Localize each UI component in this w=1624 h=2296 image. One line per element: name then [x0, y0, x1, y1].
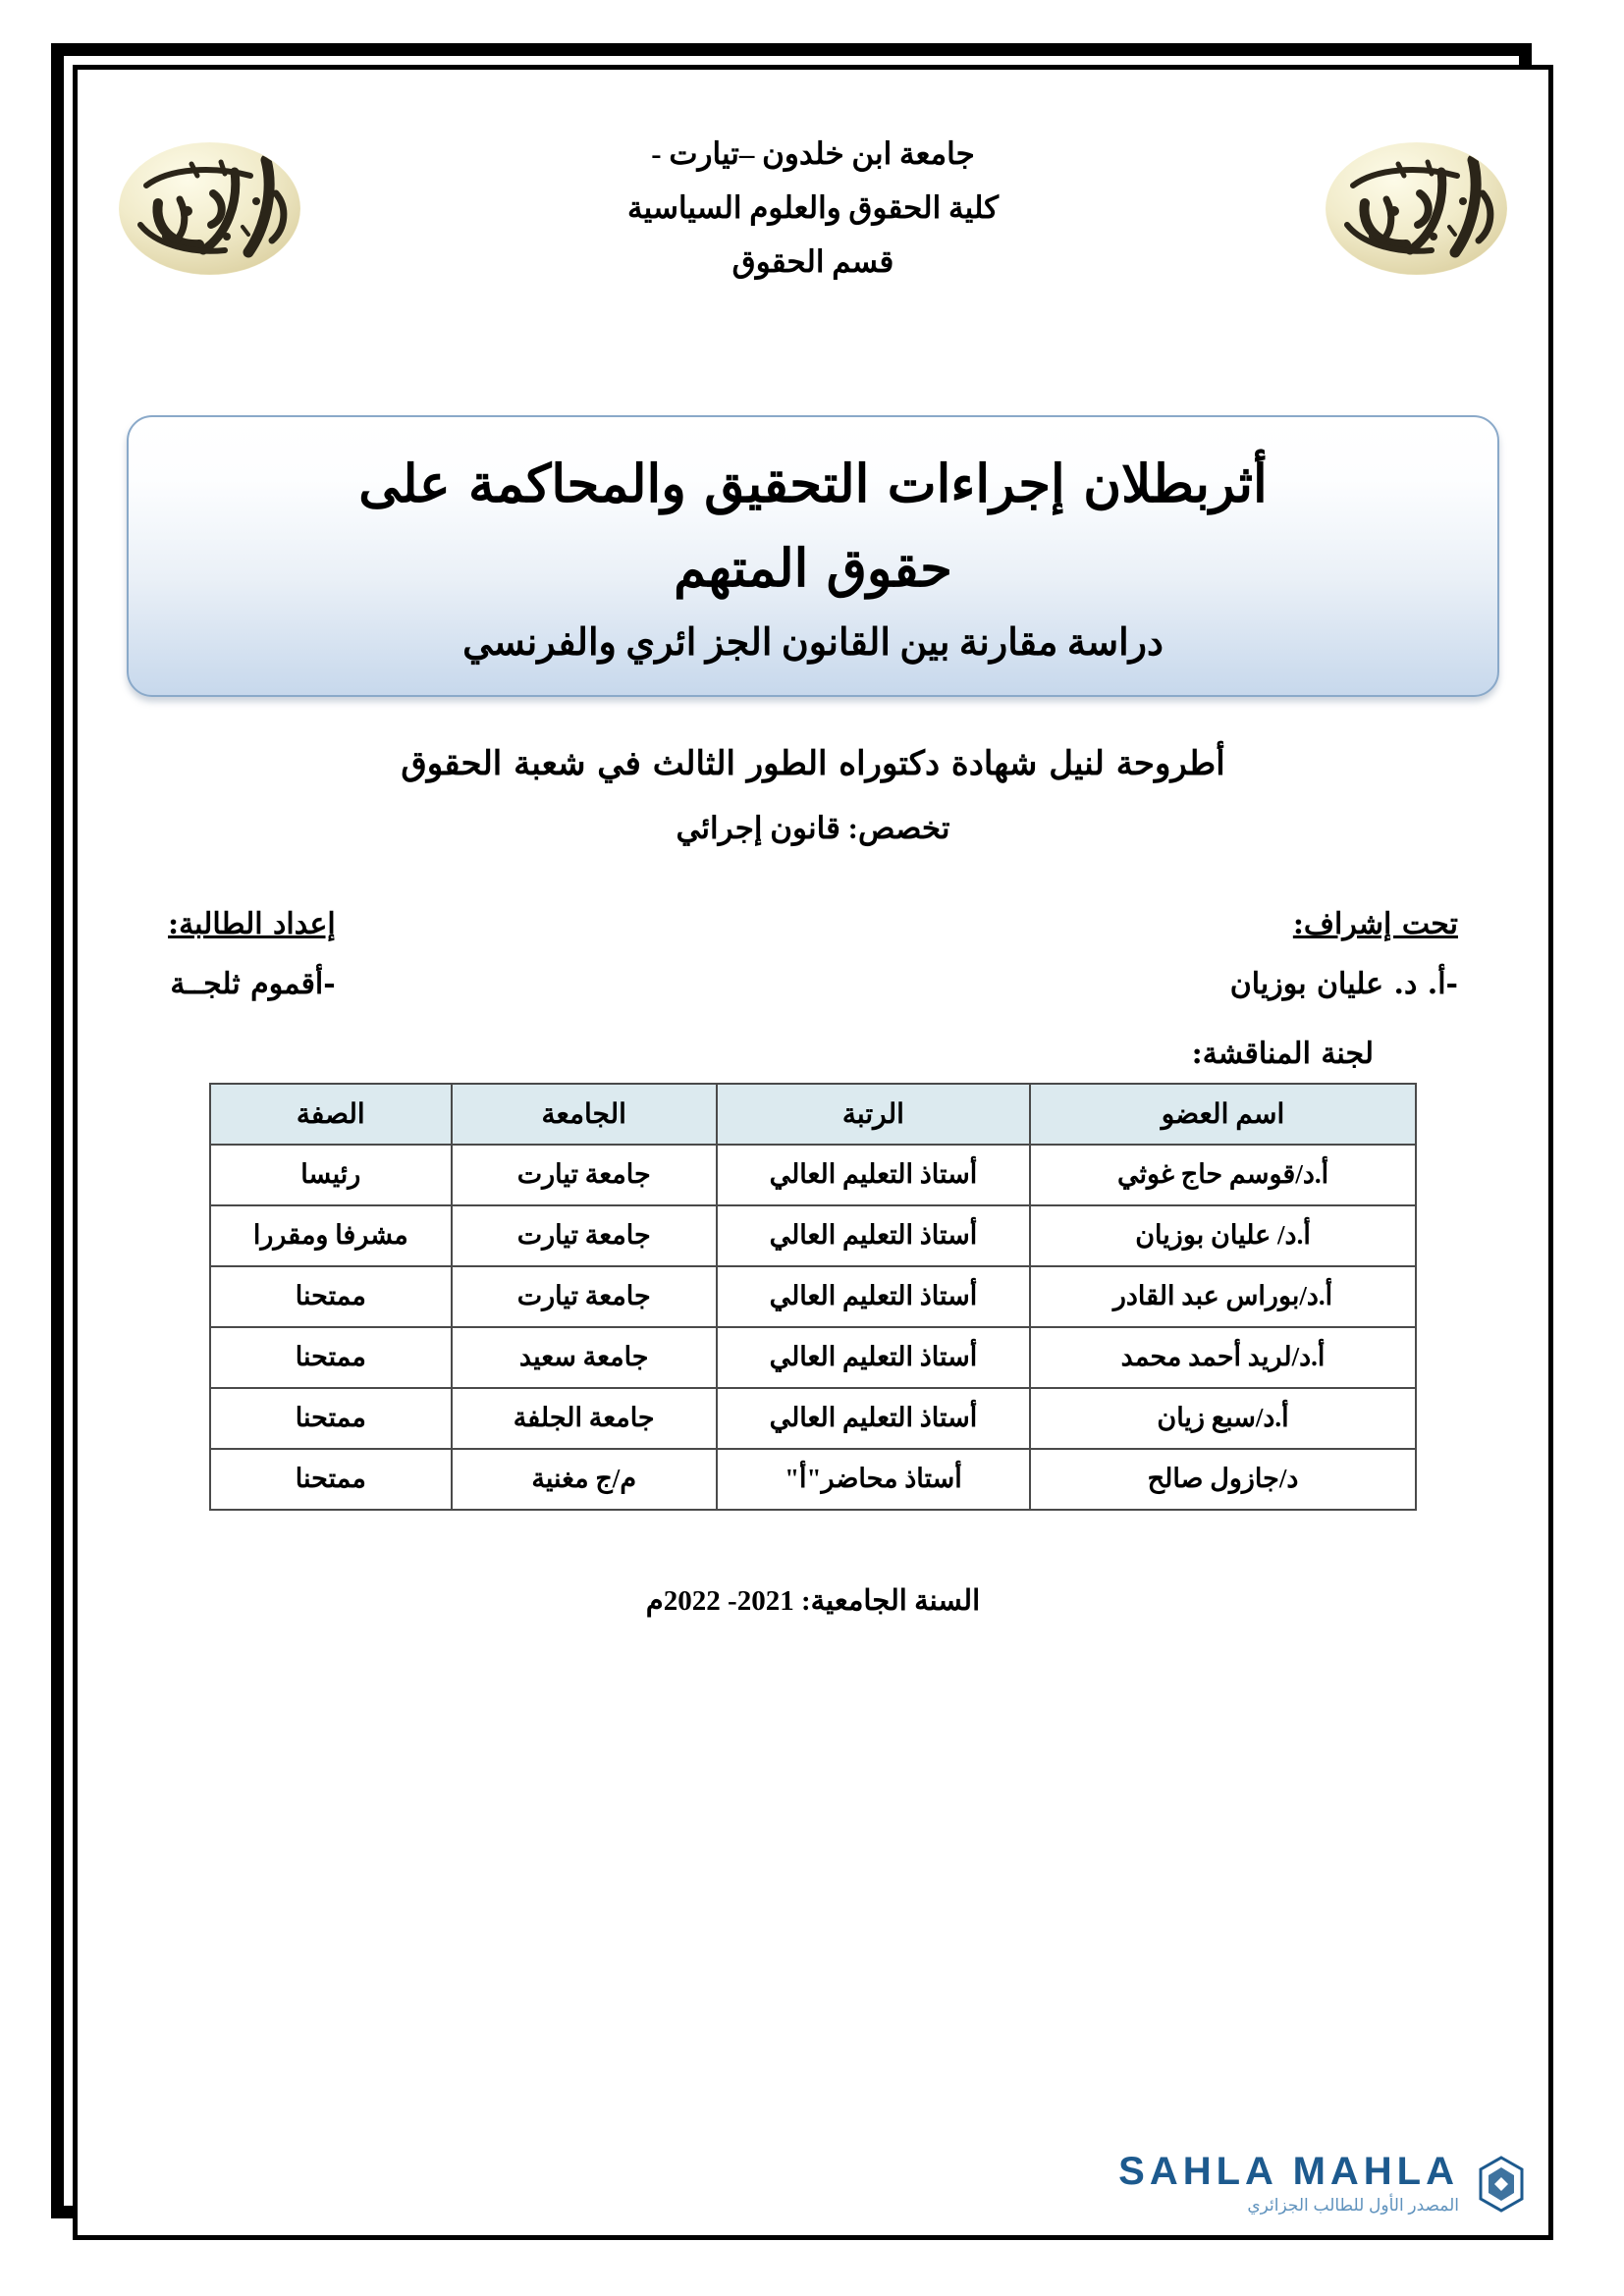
- jury-member-name: د/جازول صالح: [1030, 1449, 1416, 1510]
- jury-header-role: الصفة: [210, 1084, 452, 1145]
- jury-member-name: أ.د/ عليان بوزيان: [1030, 1205, 1416, 1266]
- degree-block: [78, 744, 1548, 846]
- sahla-mahla-logo-icon: [1473, 2156, 1530, 2213]
- university-logo-right: [1326, 142, 1507, 275]
- supervisor-label: تحت إشراف:: [1292, 906, 1458, 941]
- department-name: قسم الحقوق: [731, 244, 894, 280]
- table-row: [210, 1145, 1416, 1205]
- jury-member-role: ممتحنا: [210, 1327, 452, 1388]
- table-row: [210, 1266, 1416, 1327]
- supervisor-block: [1230, 907, 1458, 1001]
- jury-caption: لجنة المناقشة:: [1191, 1036, 1374, 1071]
- jury-member-university: جامعة تيارت: [452, 1145, 717, 1205]
- jury-member-role: ممتحنا: [210, 1449, 452, 1510]
- jury-member-name: أ.د/بوراس عبد القادر: [1030, 1266, 1416, 1327]
- jury-member-rank: أستاذ التعليم العالي: [717, 1327, 1030, 1388]
- jury-member-name: أ.د/سبع زيان: [1030, 1388, 1416, 1449]
- watermark-title: SAHLA MAHLA: [1118, 2150, 1459, 2193]
- jury-member-rank: أستاذ التعليم العالي: [717, 1145, 1030, 1205]
- people-section: [168, 907, 1458, 1001]
- jury-member-role: مشرفا ومقررا: [210, 1205, 452, 1266]
- academic-year: السنة الجامعية: 2021- 2022م: [645, 1584, 981, 1617]
- jury-member-name: أ.د/لريد أحمد محمد: [1030, 1327, 1416, 1388]
- jury-member-university: جامعة تيارت: [452, 1266, 717, 1327]
- jury-member-rank: أستاذ التعليم العالي: [717, 1388, 1030, 1449]
- jury-member-role: رئيسا: [210, 1145, 452, 1205]
- jury-member-rank: أستاذ التعليم العالي: [717, 1266, 1030, 1327]
- jury-member-role: ممتحنا: [210, 1266, 452, 1327]
- table-row: [210, 1388, 1416, 1449]
- author-name: -أقموم ثلجــة: [170, 966, 336, 1001]
- degree-statement: أطروحة لنيل شهادة دكتوراه الطور الثالث في شعبة الحقوق: [401, 743, 1225, 783]
- table-row: [210, 1449, 1416, 1510]
- document-header: [78, 127, 1548, 382]
- university-logo-left: [119, 142, 300, 275]
- supervisor-name: -أ. د. عليان بوزيان: [1229, 966, 1458, 1001]
- jury-header-university: الجامعة: [452, 1084, 717, 1145]
- degree-specialty: تخصص: قانون إجرائي: [676, 810, 950, 845]
- author-block: [168, 907, 336, 1001]
- faculty-name: كلية الحقوق والعلوم السياسية: [627, 190, 999, 226]
- jury-member-role: ممتحنا: [210, 1388, 452, 1449]
- table-row: [210, 1327, 1416, 1388]
- jury-member-university: جامعة سعيد: [452, 1327, 717, 1388]
- jury-table: [209, 1083, 1417, 1511]
- thesis-cover-page: [78, 70, 1548, 2235]
- sahla-mahla-watermark: [1118, 2152, 1530, 2216]
- thesis-title-box: [127, 415, 1499, 697]
- jury-member-university: جامعة الجلفة: [452, 1388, 717, 1449]
- thesis-title-line-1: أثربطلان إجراءات التحقيق والمحاكمة على: [358, 454, 1268, 514]
- thesis-title-line-2: حقوق المتهم: [674, 537, 952, 599]
- thesis-subtitle: دراسة مقارنة بين القانون الجز ائري والفرنسي: [462, 621, 1164, 664]
- university-name: جامعة ابن خلدون –تيارت -: [651, 136, 975, 171]
- author-label: إعداد الطالبة:: [168, 906, 336, 941]
- jury-member-university: جامعة تيارت: [452, 1205, 717, 1266]
- jury-table-header-row: [210, 1084, 1416, 1145]
- jury-header-name: اسم العضو: [1030, 1084, 1416, 1145]
- jury-member-rank: أستاذ التعليم العالي: [717, 1205, 1030, 1266]
- jury-member-name: أ.د/قوسم حاج غوثي: [1030, 1145, 1416, 1205]
- jury-member-rank: أستاذ محاضر"أ": [717, 1449, 1030, 1510]
- table-row: [210, 1205, 1416, 1266]
- jury-header-rank: الرتبة: [717, 1084, 1030, 1145]
- jury-member-university: م/ج مغنية: [452, 1449, 717, 1510]
- watermark-subtitle: المصدر الأول للطالب الجزائري: [1247, 2196, 1459, 2215]
